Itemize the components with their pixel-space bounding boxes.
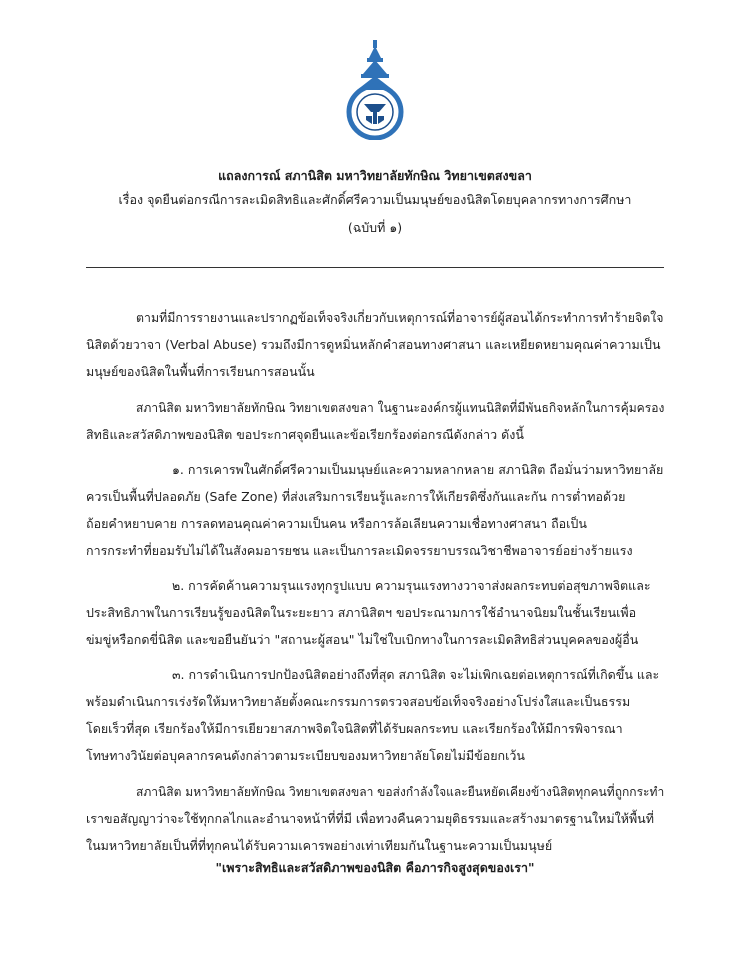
header-divider bbox=[86, 267, 664, 268]
text-line: ในมหาวิทยาลัยเป็นที่ที่ทุกคนได้รับความเคารพอย่างเท่าเทียมกันในฐานะความเป็นมนุษย์ bbox=[86, 838, 553, 853]
text-line: เราขอสัญญาว่าจะใช้ทุกกลไกและอำนาจหน้าที่ที่มี เพื่อทวงคืนความยุติธรรมและสร้างมาตรฐานใหม่ให้พื้นที่ bbox=[86, 811, 654, 826]
student-council-logo bbox=[344, 40, 406, 140]
text-line: ๓. การดำเนินการปกป้องนิสิตอย่างถึงที่สุด สภานิสิต จะไม่เพิกเฉยต่อเหตุการณ์ที่เกิดขึ้น และ bbox=[172, 667, 660, 682]
text-line: นิสิตด้วยวาจา (Verbal Abuse) รวมถึงมีการดูหมิ่นหลักคำสอนทางศาสนา และเหยียดหยามคุณค่าความเป็น bbox=[86, 337, 661, 352]
statement-subject: เรื่อง จุดยืนต่อกรณีการละเมิดสิทธิและศักดิ์ศรีความเป็นมนุษย์ของนิสิตโดยบุคลากรทางการศึกษา bbox=[118, 192, 632, 207]
text-line: ถ้อยคำหยาบคาย การลดทอนคุณค่าความเป็นคน หรือการล้อเลียนความเชื่อทางศาสนา ถือเป็น bbox=[86, 516, 587, 531]
text-line: ๒. การคัดค้านความรุนแรงทุกรูปแบบ ความรุนแรงทางวาจาส่งผลกระทบต่อสุขภาพจิตและ bbox=[172, 578, 651, 593]
closing-quote: "เพราะสิทธิและสวัสดิภาพของนิสิต คือภารกิจสูงสุดของเรา" bbox=[215, 860, 535, 875]
text-line: ตามที่มีการรายงานและปรากฏข้อเท็จจริงเกี่ยวกับเหตุการณ์ที่อาจารย์ผู้สอนได้กระทำการทำร้ายจิตใจ bbox=[136, 310, 664, 325]
text-line: ข่มขู่หรือกดขี่นิสิต และขอยืนยันว่า "สถานะผู้สอน" ไม่ใช่ใบเบิกทางในการละเมิดสิทธิส่วนบุคคลของผู้อื่น bbox=[86, 632, 639, 647]
text-line: พร้อมดำเนินการเร่งรัดให้มหาวิทยาลัยตั้งคณะกรรมการตรวจสอบข้อเท็จจริงอย่างโปร่งใสและเป็นธรรม bbox=[86, 694, 631, 709]
statement-title: แถลงการณ์ สภานิสิต มหาวิทยาลัยทักษิณ วิทยาเขตสงขลา bbox=[218, 168, 532, 183]
text-line: โดยเร็วที่สุด เรียกร้องให้มีการเยียวยาสภาพจิตใจนิสิตที่ได้รับผลกระทบ และเรียกร้องให้มีการพิจารณา bbox=[86, 721, 623, 736]
text-line: ประสิทธิภาพในการเรียนรู้ของนิสิตในระยะยาว สภานิสิตฯ ขอประณามการใช้อำนาจนิยมในชั้นเรียนเพื่อ bbox=[86, 605, 637, 620]
text-line: โทษทางวินัยต่อบุคลากรคนดังกล่าวตามระเบียบของมหาวิทยาลัยโดยไม่มีข้อยกเว้น bbox=[86, 748, 525, 763]
text-line: ควรเป็นพื้นที่ปลอดภัย (Safe Zone) ที่ส่งเสริมการเรียนรู้และการให้เกียรติซึ่งกันและกัน การต่ำทอด้วย bbox=[86, 489, 626, 504]
text-line: ๑. การเคารพในศักดิ์ศรีความเป็นมนุษย์และความหลากหลาย สภานิสิต ถือมั่นว่ามหาวิทยาลัย bbox=[172, 462, 664, 477]
text-line: สิทธิและสวัสดิภาพของนิสิต ขอประกาศจุดยืนและข้อเรียกร้องต่อกรณีดังกล่าว ดังนี้ bbox=[86, 427, 524, 442]
text-line: สภานิสิต มหาวิทยาลัยทักษิณ วิทยาเขตสงขลา ขอส่งกำลังใจและยืนหยัดเคียงข้างนิสิตทุกคนที่ถูกกระทำ bbox=[136, 784, 665, 799]
text-line: การกระทำที่ยอมรับไม่ได้ในสังคมอารยชน และเป็นการละเมิดจรรยาบรรณวิชาชีพอาจารย์อย่างร้ายแรง bbox=[86, 543, 633, 558]
statement-issue-number: (ฉบับที่ ๑) bbox=[347, 220, 403, 235]
text-line: มนุษย์ของนิสิตในพื้นที่การเรียนการสอนนั้น bbox=[86, 364, 315, 379]
text-line: สภานิสิต มหาวิทยาลัยทักษิณ วิทยาเขตสงขลา ในฐานะองค์กรผู้แทนนิสิตที่มีพันธกิจหลักในการคุ้มครอง bbox=[136, 400, 665, 415]
